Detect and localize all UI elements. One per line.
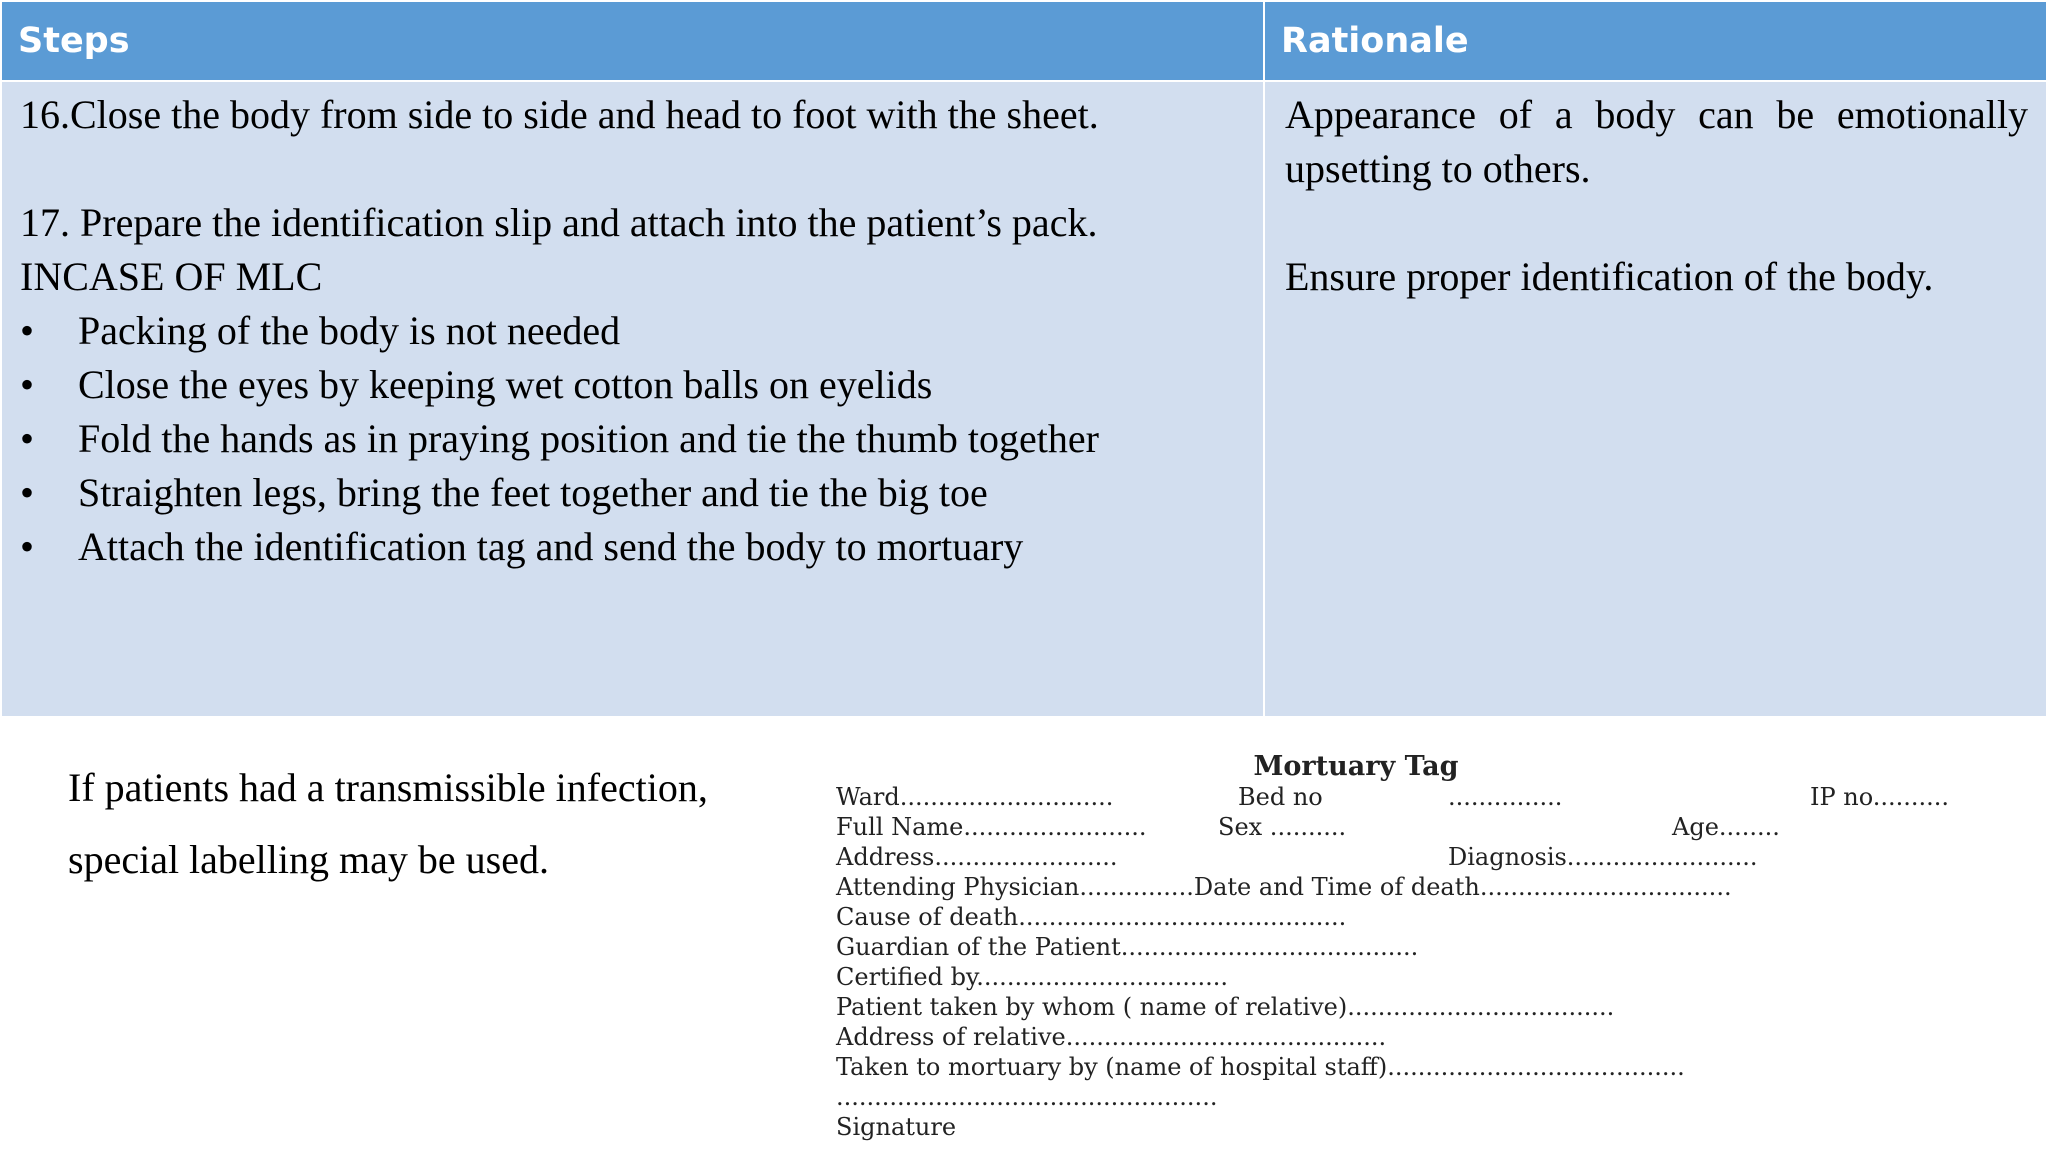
- tag-row-address: [836, 842, 2026, 872]
- ip-no-field: IP no..........: [1810, 783, 1950, 811]
- tag-row-relative-address: [836, 1022, 2026, 1052]
- sex-field: Sex ..........: [1218, 813, 1347, 841]
- rationale-1: Appearance of a body can be emotionally upsetting to others.: [1285, 92, 2028, 191]
- steps-cell: [1, 81, 1264, 717]
- rationale-header: Rationale: [1264, 1, 2047, 81]
- tag-row-staff: [836, 1052, 2026, 1082]
- taken-by-field: Patient taken by whom ( name of relative)...................................: [836, 993, 1615, 1021]
- tag-row-signature: [836, 1112, 2026, 1142]
- infection-labelling-note: [68, 752, 788, 896]
- mortuary-tag-title: Mortuary Tag: [1253, 751, 1459, 782]
- certified-by-field: Certified by.................................: [836, 963, 1229, 991]
- rationale-2: Ensure proper identification of the body.: [1285, 254, 1934, 299]
- list-item: • Fold the hands as in praying position and tie the thumb together: [20, 412, 1253, 466]
- ward-field: Ward............................: [836, 783, 1114, 811]
- list-item: • Straighten legs, bring the feet together and tie the big toe: [20, 466, 1253, 520]
- note-line-2: special labelling may be used.: [68, 837, 549, 882]
- cause-of-death-field: Cause of death...........................................: [836, 903, 1347, 931]
- note-line-1: If patients had a transmissible infection,: [68, 765, 708, 810]
- diagnosis-field: Diagnosis.........................: [1448, 843, 1758, 871]
- list-item: • Attach the identification tag and send the body to mortuary: [20, 520, 1253, 574]
- step-17: 17. Prepare the identification slip and attach into the patient’s pack.: [20, 200, 1098, 245]
- tag-row-guardian: [836, 932, 2026, 962]
- mortuary-tag-form: [836, 752, 2026, 1148]
- tag-row-name: [836, 812, 2026, 842]
- full-name-field: Full Name........................: [836, 813, 1147, 841]
- tag-row-physician: [836, 872, 2026, 902]
- physician-field: Attending Physician...............Date and Time of death.................................: [836, 873, 1732, 901]
- step-16: 16.Close the body from side to side and head to foot with the sheet.: [20, 92, 1099, 137]
- tag-row-certified: [836, 962, 2026, 992]
- relative-address-field: Address of relative..........................................: [836, 1023, 1387, 1051]
- tag-row-ward: [836, 782, 2026, 812]
- list-item: • Close the eyes by keeping wet cotton balls on eyelids: [20, 358, 1253, 412]
- mlc-bullet-list: [20, 304, 1253, 574]
- address-field: Address........................: [836, 843, 1118, 871]
- rationale-cell: [1264, 81, 2047, 717]
- tag-row-taken-by: [836, 992, 2026, 1022]
- mlc-heading: INCASE OF MLC: [20, 254, 323, 299]
- mortuary-staff-field: Taken to mortuary by (name of hospital staff).......................................: [836, 1053, 1685, 1081]
- age-field: Age........: [1672, 813, 1780, 841]
- guardian-field: Guardian of the Patient.......................................: [836, 933, 1419, 961]
- list-item: • Packing of the body is not needed: [20, 304, 1253, 358]
- bed-no-field: Bed no: [1238, 783, 1323, 811]
- bed-no-dots: ...............: [1448, 783, 1563, 811]
- signature-dots: ..................................................: [836, 1083, 1218, 1111]
- signature-label: Signature: [836, 1113, 957, 1141]
- tag-row-cause: [836, 902, 2026, 932]
- tag-row-dots: [836, 1082, 2026, 1112]
- steps-header: Steps: [1, 1, 1264, 81]
